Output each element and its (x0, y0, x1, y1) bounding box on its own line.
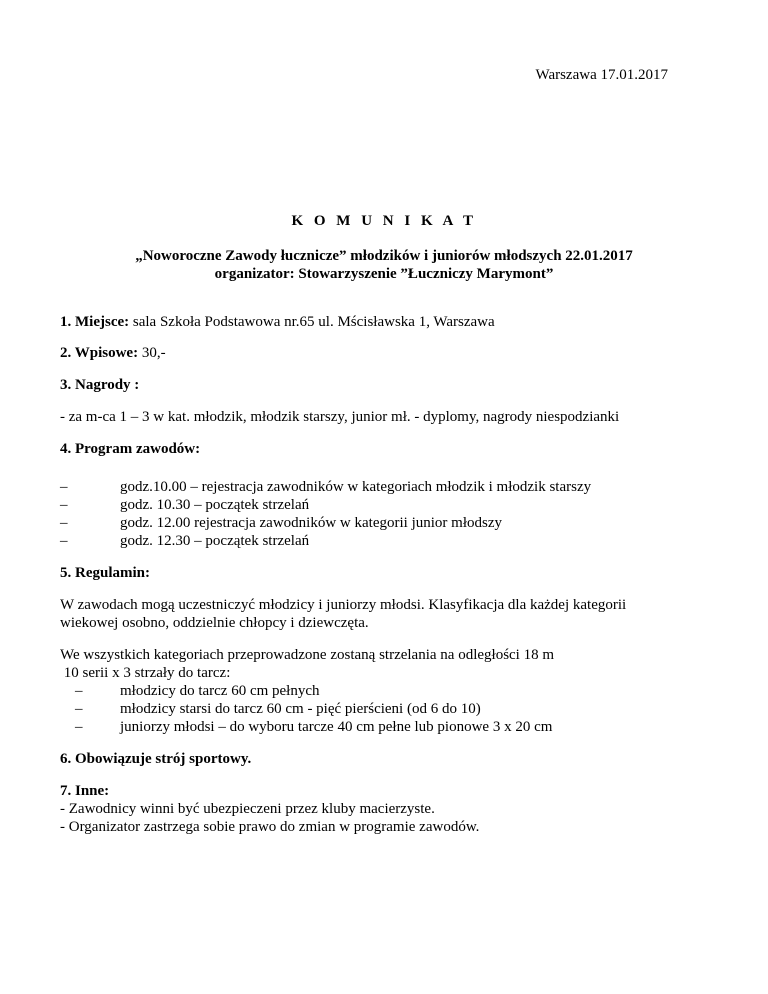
event-title: „Noworoczne Zawody łucznicze” młodzików i juniorów młodszych 22.01.2017 (135, 248, 633, 264)
dash-bullet: – (75, 683, 83, 699)
rules-paragraph-line: W zawodach mogą uczestniczyć młodzicy i juniorzy młodsi. Klasyfikacja dla każdej kategorii (60, 597, 627, 613)
program-item-text: godz. 12.00 rejestracja zawodników w kategorii junior młodszy (120, 515, 502, 531)
program-item-text: godz. 12.30 – początek strzelań (120, 533, 310, 549)
rules-item-text: młodzicy starsi do tarcz 60 cm - pięć pierścieni (od 6 do 10) (120, 701, 481, 717)
document-date: Warszawa 17.01.2017 (535, 67, 668, 83)
section-dresscode-heading: 6. Obowiązuje strój sportowy. (60, 751, 252, 767)
section-location (60, 313, 708, 331)
rules-paragraph-line: We wszystkich kategoriach przeprowadzone zostaną strzelania na odległości 18 m (60, 647, 555, 663)
organizer-line: organizator: Stowarzyszenie ”Łuczniczy Marymont” (214, 266, 554, 282)
section-fee-text: 30,- (138, 345, 166, 361)
dash-bullet: – (60, 533, 68, 549)
dash-bullet: – (60, 515, 68, 531)
dash-bullet: – (60, 497, 68, 513)
section-location-text: sala Szkoła Podstawowa nr.65 ul. Mścisławska 1, Warszawa (129, 314, 495, 330)
rules-item-text: młodzicy do tarcz 60 cm pełnych (120, 683, 320, 699)
section-location-heading: 1. Miejsce: (60, 314, 130, 330)
document-title: K O M U N I K A T (291, 213, 477, 229)
section-prizes-text: - za m-ca 1 – 3 w kat. młodzik, młodzik starszy, junior mł. - dyplomy, nagrody niespodzianki (60, 409, 620, 425)
section-other-heading: 7. Inne: (60, 783, 110, 799)
rules-paragraph-line: 10 serii x 3 strzały do tarcz: (60, 665, 231, 681)
section-fee (60, 344, 708, 362)
section-fee-heading: 2. Wpisowe: (60, 345, 139, 361)
program-item-text: godz.10.00 – rejestracja zawodników w kategoriach młodzik i młodzik starszy (120, 479, 592, 495)
rules-item-text: juniorzy młodsi – do wyboru tarcze 40 cm pełne lub pionowe 3 x 20 cm (120, 719, 553, 735)
section-prizes-heading: 3. Nagrody : (60, 377, 140, 393)
section-program-heading: 4. Program zawodów: (60, 441, 201, 457)
rules-paragraph-line: wiekowej osobno, oddzielnie chłopcy i dziewczęta. (60, 615, 369, 631)
dash-bullet: – (60, 479, 68, 495)
dash-bullet: – (75, 719, 83, 735)
section-rules-heading: 5. Regulamin: (60, 565, 150, 581)
dash-bullet: – (75, 701, 83, 717)
other-line: - Zawodnicy winni być ubezpieczeni przez kluby macierzyste. (60, 801, 435, 817)
program-item-text: godz. 10.30 – początek strzelań (120, 497, 310, 513)
other-line: - Organizator zastrzega sobie prawo do zmian w programie zawodów. (60, 819, 480, 835)
